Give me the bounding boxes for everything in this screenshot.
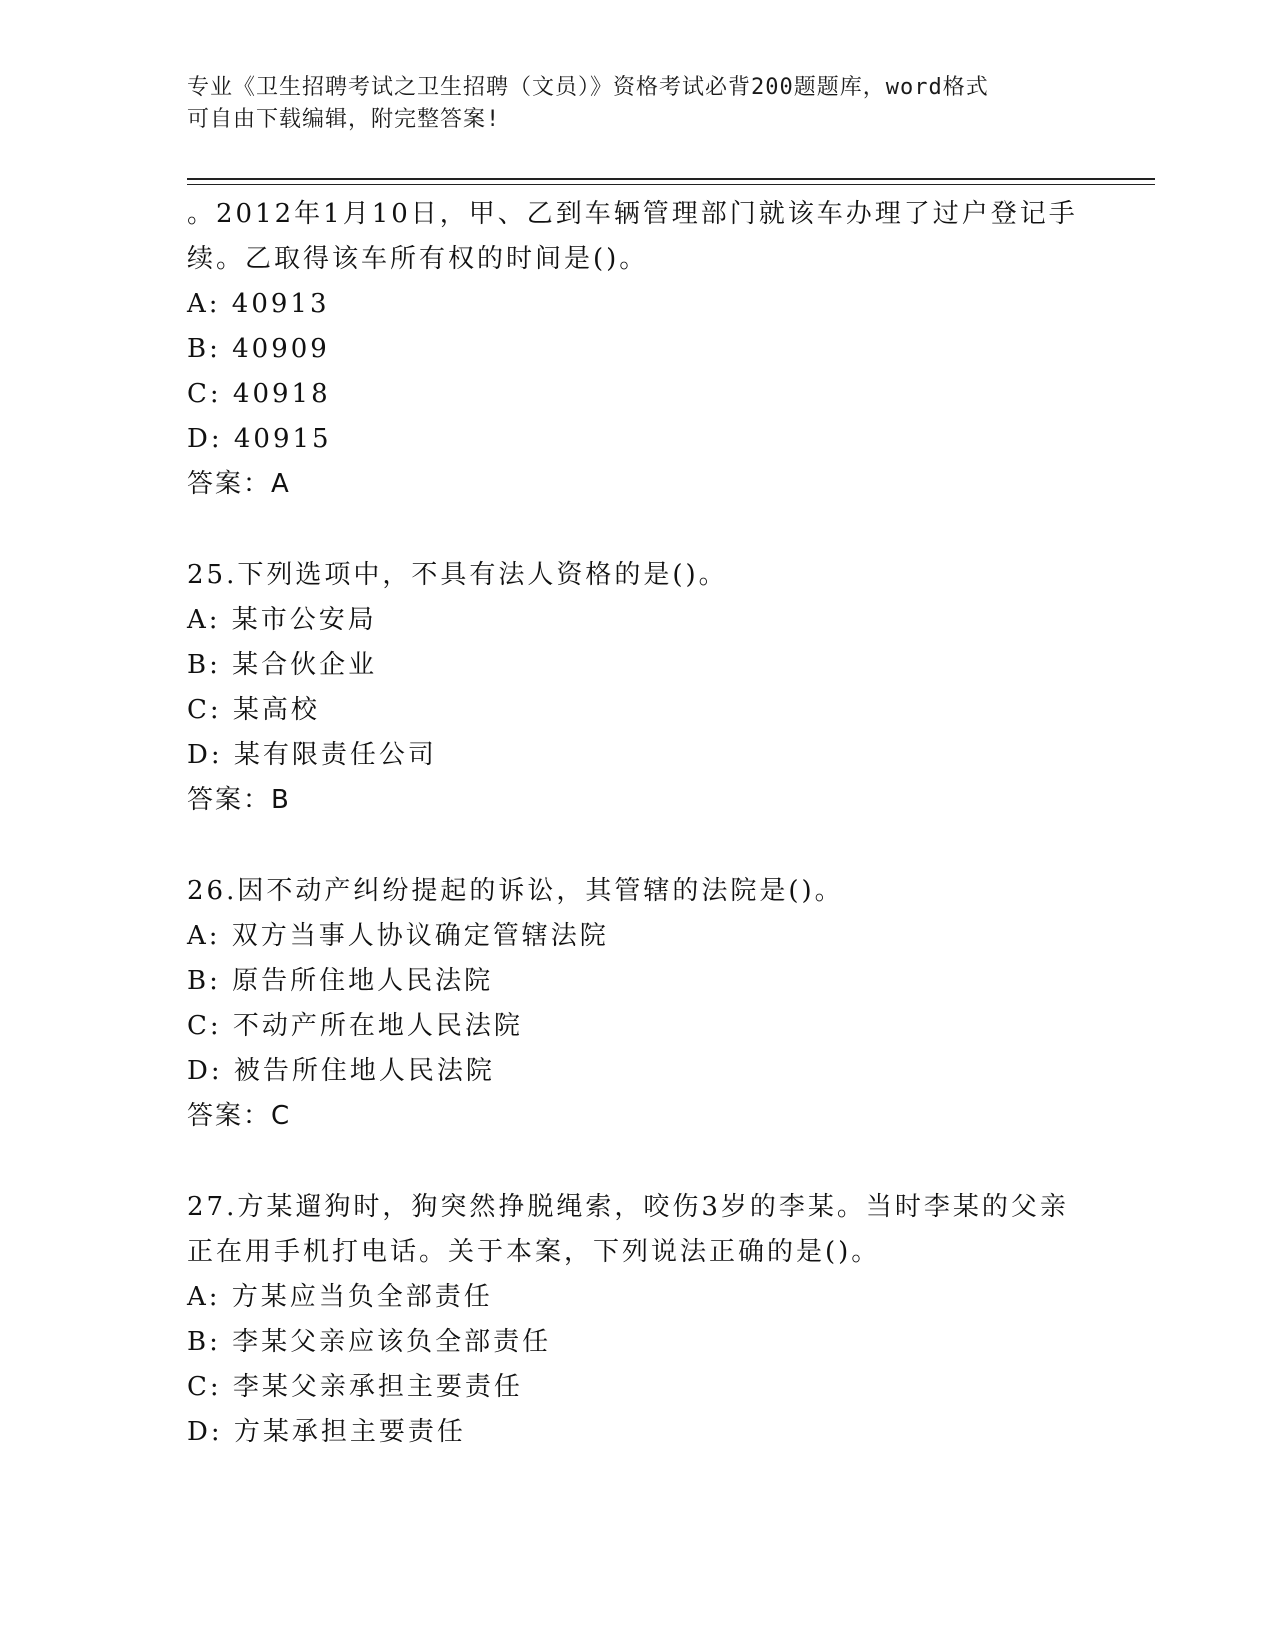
question-block-25 [187,553,1087,823]
option-a: A: 40913 [187,289,330,319]
question-text: 25.下列选项中，不具有法人资格的是()。 [187,560,728,590]
question-text: 正在用手机打电话。关于本案，下列说法正确的是()。 [187,1237,881,1267]
option-d: D: 方某承担主要责任 [187,1417,466,1447]
question-block-27 [187,1185,1087,1455]
answer: 答案：A [187,469,291,499]
answer: 答案：C [187,1101,292,1131]
option-a: A: 某市公安局 [187,605,377,635]
option-b: B: 李某父亲应该负全部责任 [187,1327,552,1357]
option-d: D: 某有限责任公司 [187,740,437,770]
option-c: C: 40918 [187,379,331,409]
document-header [187,72,1067,136]
header-divider-thin [187,184,1155,185]
spacer [187,507,1087,553]
option-b: B: 原告所住地人民法院 [187,966,494,996]
question-text: 续。乙取得该车所有权的时间是()。 [187,244,649,274]
option-c: C: 李某父亲承担主要责任 [187,1372,523,1402]
option-c: C: 某高校 [187,695,320,725]
header-divider-thick [187,178,1155,180]
header-line-2: 可自由下载编辑，附完整答案! [187,107,501,132]
question-block-continued [187,192,1087,507]
question-text: 26.因不动产纠纷提起的诉讼，其管辖的法院是()。 [187,876,844,906]
question-text: 。2012年1月10日，甲、乙到车辆管理部门就该车办理了过户登记手 [187,199,1078,229]
header-line-1: 专业《卫生招聘考试之卫生招聘（文员）》资格考试必背200题题库，word格式 [187,75,989,100]
question-text: 27.方某遛狗时，狗突然挣脱绳索，咬伤3岁的李某。当时李某的父亲 [187,1192,1069,1222]
option-a: A: 方某应当负全部责任 [187,1282,493,1312]
spacer [187,1139,1087,1185]
option-b: B: 某合伙企业 [187,650,378,680]
option-d: D: 40915 [187,424,332,454]
option-d: D: 被告所住地人民法院 [187,1056,495,1086]
option-c: C: 不动产所在地人民法院 [187,1011,523,1041]
option-b: B: 40909 [187,334,330,364]
option-a: A: 双方当事人协议确定管辖法院 [187,921,609,951]
question-block-26 [187,869,1087,1139]
document-body [187,192,1087,1455]
answer: 答案：B [187,785,291,815]
spacer [187,823,1087,869]
